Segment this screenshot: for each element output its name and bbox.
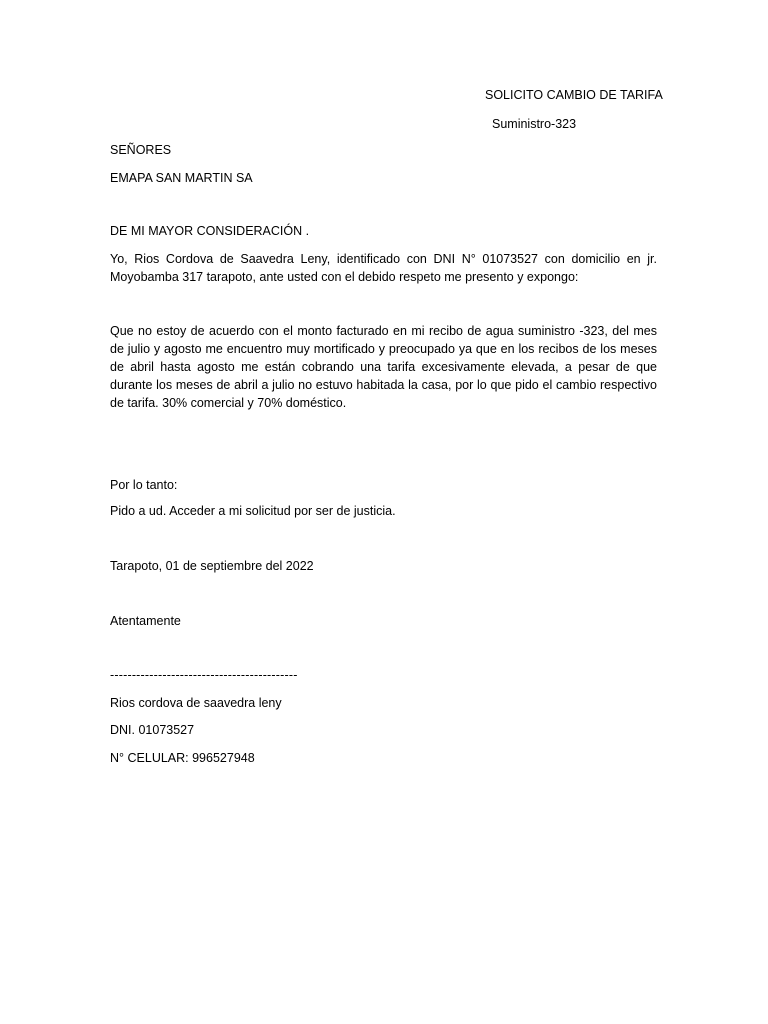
closing-line: Atentamente — [110, 614, 181, 628]
signer-phone: N° CELULAR: 996527948 — [110, 751, 255, 765]
letter-greeting: DE MI MAYOR CONSIDERACIÓN . — [110, 224, 310, 238]
signature-line: ------------------------------------------- — [110, 668, 298, 682]
signer-dni: DNI. 01073527 — [110, 723, 195, 737]
place-date: Tarapoto, 01 de septiembre del 2022 — [110, 559, 314, 573]
recipient-salutation: SEÑORES — [110, 143, 172, 157]
therefore-line: Por lo tanto: — [110, 478, 178, 492]
request-line: Pido a ud. Acceder a mi solicitud por ser de justicia. — [110, 504, 396, 518]
supply-number: Suministro-323 — [492, 117, 577, 131]
signer-name: Rios cordova de saavedra leny — [110, 696, 282, 710]
subject-line: SOLICITO CAMBIO DE TARIFA — [485, 88, 663, 102]
recipient-company: EMAPA SAN MARTIN SA — [110, 171, 253, 185]
body-paragraph: Que no estoy de acuerdo con el monto facturado en mi recibo de agua suministro -323, del mes de julio y agosto me encuentro muy mortificado y preocupado ya que en los recibos de los meses de abril hasta agosto me están cobrando una tarifa excesivamente elevada, a pesar de que durante los meses de abril a julio no estuvo habitada la casa, por lo que pido el cambio respectivo de tarifa. 30% comercial y 70% doméstico. — [110, 324, 657, 410]
intro-paragraph: Yo, Rios Cordova de Saavedra Leny, identificado con DNI N° 01073527 con domicilio en jr. Moyobamba 317 tarapoto, ante usted con el debido respeto me presento y expongo: — [110, 252, 657, 284]
